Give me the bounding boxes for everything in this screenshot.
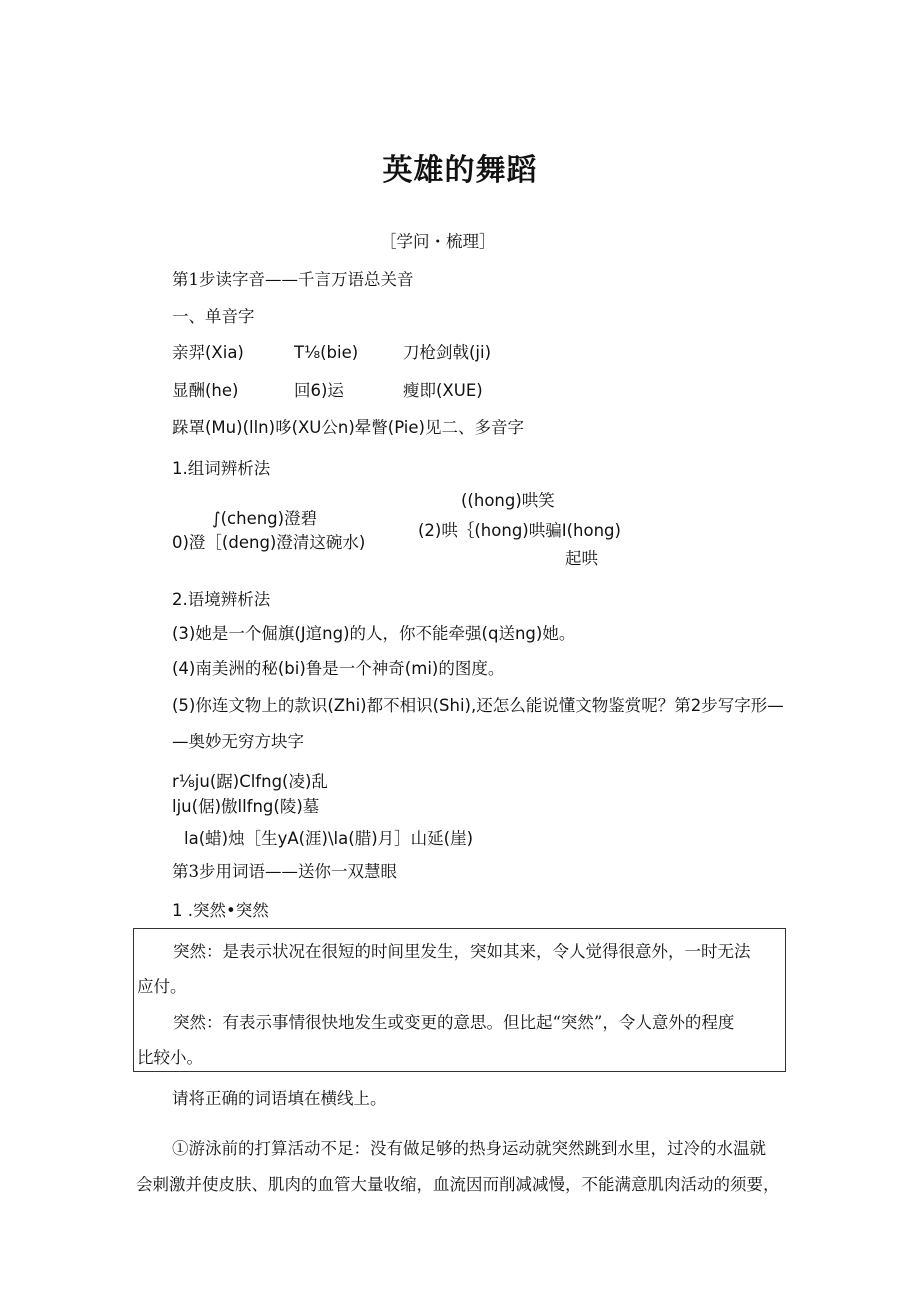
single-row1-item3: 刀枪剑戟(ji) (403, 343, 492, 362)
definition-1-line2: 应付。 (137, 977, 187, 996)
group-b-line3: 起哄 (565, 549, 598, 568)
group-b-line1: ((hong)哄笑 (461, 491, 555, 510)
step3-heading: 第3步用词语——送你一双慧眼 (172, 862, 397, 881)
paragraph-line1: ①游泳前的打算活动不足：没有做足够的热身运动就突然跳到水里，过冷的水温就 (172, 1139, 766, 1158)
definition-2-line1: 突然：有表示事情很快地发生或变更的意思。但比起“突然”，令人意外的程度 (173, 1013, 735, 1032)
step1-heading: 第1步读字音——千言万语总关音 (172, 270, 414, 289)
single-row2-item1: 显酬(he) (172, 381, 239, 400)
single-row3: 跺罩(Mu)(lln)哆(XU公n)晕瞥(Pie)见二、多音字 (172, 418, 524, 437)
group-a-line1: ∫(cheng)澄碧 (212, 509, 318, 528)
definition-1-line1: 突然：是表示状况在很短的时间里发生，突如其来，令人觉得很意外，一时无法 (173, 942, 751, 961)
section-header: ［学问・梳理］ (380, 232, 496, 251)
context-line-3: (3)她是一个倔旗(J逭ng)的人，你不能牵强(q送ng)她。 (172, 624, 576, 643)
writing-line2: lju(倨)傲llfng(陵)墓 (172, 797, 320, 816)
instruction: 请将正确的词语填在横线上。 (172, 1089, 387, 1108)
context-line-5: (5)你连文物上的款识(Zhi)都不相识(Shi),还怎么能说懂文物鉴赏呢？第2步写字形— (172, 696, 784, 715)
paragraph-line2: 会刺激并使皮肤、肌肉的血管大量收缩，血流因而削减减慢，不能满意肌肉活动的须要， (136, 1175, 780, 1194)
single-row2-item3: 瘦即(XUE) (403, 381, 483, 400)
single-sound-heading: 一、单音字 (172, 307, 255, 326)
writing-line1: r⅛ju(踞)Clfng(凌)乱 (172, 772, 328, 791)
group-b-line2: (2)哄｛(hong)哄骗I(hong) (418, 521, 621, 540)
group-heading: 1.组词辨析法 (172, 459, 271, 478)
document-title: 英雄的舞蹈 (382, 153, 538, 188)
definition-2-line2: 比较小。 (137, 1048, 203, 1067)
context-line-4: (4)南美洲的秘(bi)鲁是一个神奇(mi)的图度。 (172, 659, 505, 678)
context-line-5-cont: —奥妙无穷方块字 (172, 732, 304, 751)
group-a-line2: 0)澄［(deng)澄清这碗水) (172, 533, 366, 552)
single-row1-item1: 亲羿(Xia) (172, 343, 244, 362)
context-heading: 2.语境辨析法 (172, 590, 271, 609)
definition-box (133, 928, 786, 1072)
single-row2-item2: 回6)运 (294, 381, 344, 400)
writing-line3: la(蜡)烛［生yA(涯)\la(腊)月］山延(崖) (184, 829, 473, 848)
single-row1-item2: T⅛(bie) (294, 343, 359, 362)
word-heading: 1 .突然•突然 (172, 901, 269, 920)
